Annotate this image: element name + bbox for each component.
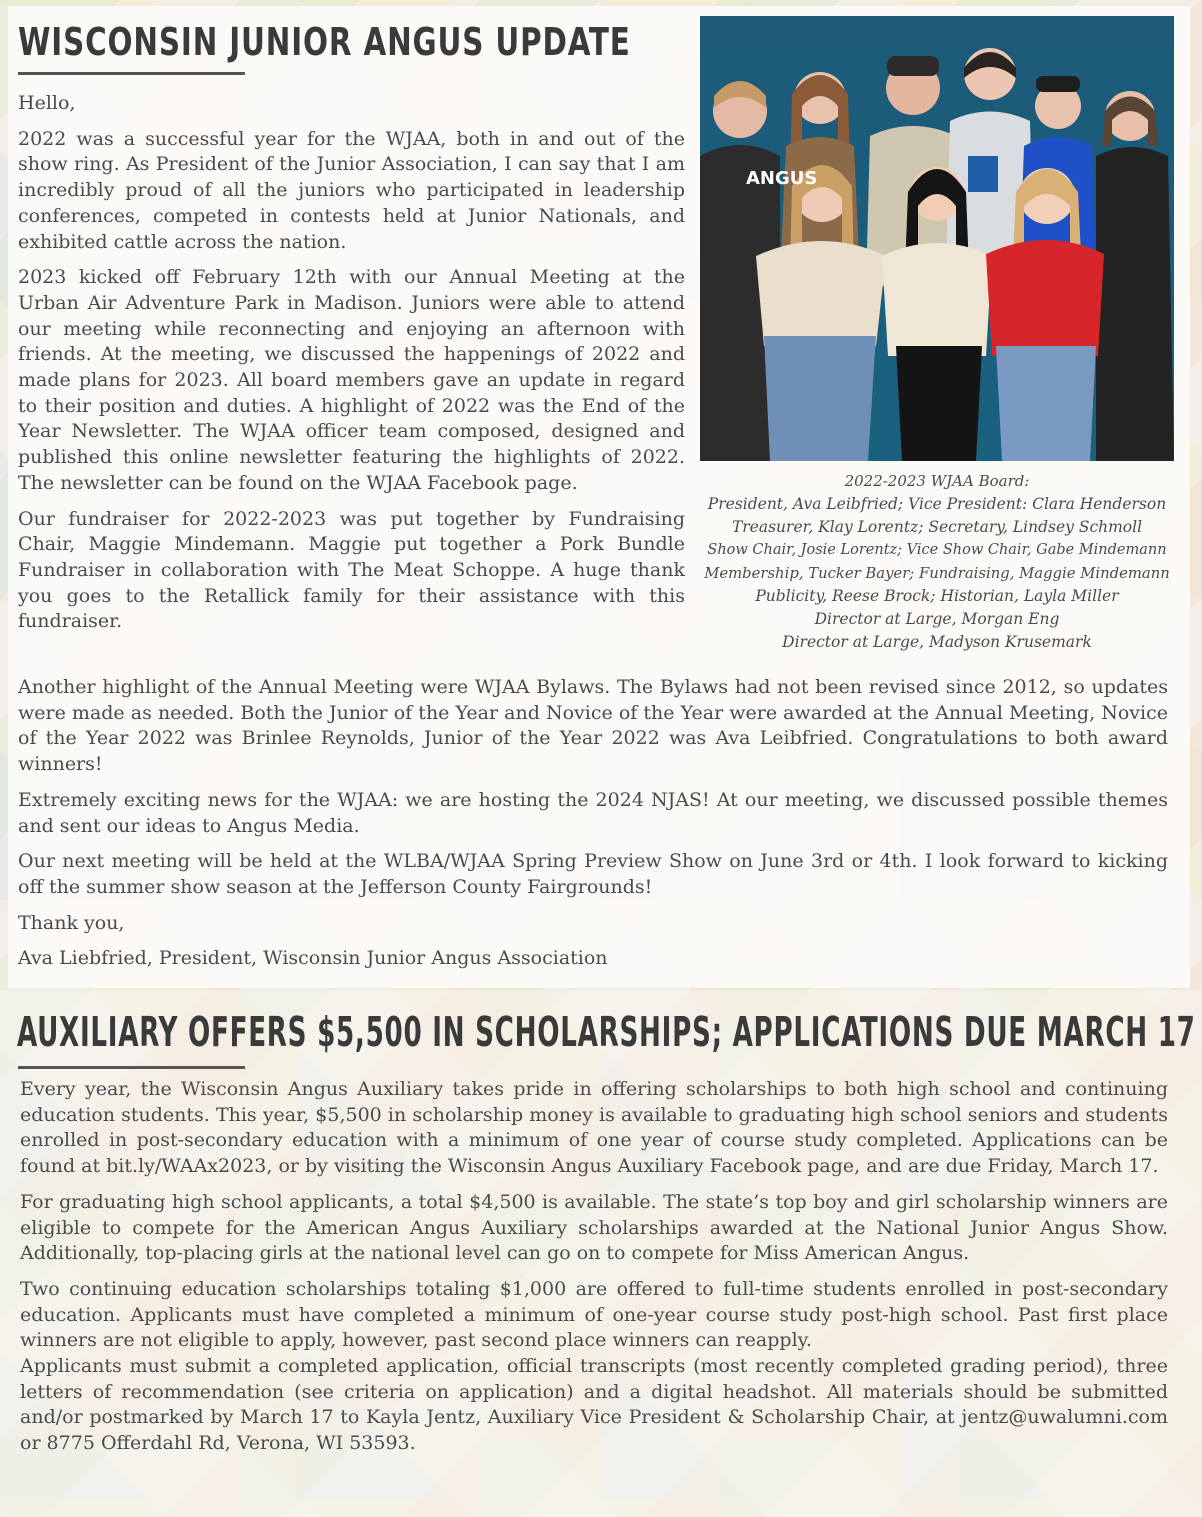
signature: Ava Liebfried, President, Wisconsin Junior Angus Association <box>18 947 608 970</box>
paragraph: Extremely exciting news for the WJAA: we are hosting the 2024 NJAS! At our meeting, we discussed possible themes and sent our ideas to Angus Media. <box>18 788 1168 837</box>
title-underline <box>18 1066 245 1069</box>
paragraph: Every year, the Wisconsin Angus Auxiliary takes pride in offering scholarships to both high school and continuing education students. This year, $5,500 in scholarship money is available to graduating high school seniors and students enrolled in post-secondary education with a minimum of one year of course study completed. Applications can be found at bit.ly/WAAx2023, or by visiting the Wisconsin Angus Auxiliary Facebook page, and are due Friday, March 17. <box>20 1078 1168 1178</box>
caption-line: Membership, Tucker Bayer; Fundraising, Maggie Mindemann <box>704 565 1170 582</box>
caption-line: President, Ava Leibfried; Vice President: Clara Henderson <box>707 495 1167 513</box>
paragraph: For graduating high school applicants, a total $4,500 is available. The state’s top boy and girl scholarship winners are eligible to compete for the American Angus Auxiliary scholarships awarded at the National Junior Angus Show. Additionally, top-placing girls at the national level can go on to compete for Miss American Angus. <box>20 1190 1168 1265</box>
title-underline <box>18 72 245 75</box>
paragraph: Our next meeting will be held at the WLBA/WJAA Spring Preview Show on June 3rd or 4th. I look forward to kicking off the summer show season at the Jefferson County Fairgrounds! <box>18 850 1168 898</box>
article-full-column <box>18 675 1168 972</box>
greeting: Hello, <box>18 92 76 114</box>
caption-heading: 2022-2023 WJAA Board: <box>844 472 1030 490</box>
caption-line: Director at Large, Madyson Krusemark <box>782 633 1092 651</box>
caption-line: Treasurer, Klay Lorentz; Secretary, Lindsey Schmoll <box>731 518 1143 536</box>
photo-caption <box>700 470 1174 654</box>
paragraph: Our fundraiser for 2022-2023 was put together by Fundraising Chair, Maggie Mindemann. Maggie put together a Pork Bundle Fundraiser in collaboration with The Meat Schoppe. A huge thank you goes to the Retallick family for their assistance with this fundraiser. <box>18 507 685 633</box>
photo-shirt-text: ANGUS <box>746 168 818 189</box>
paragraph: Another highlight of the Annual Meeting were WJAA Bylaws. The Bylaws had not been revised since 2012, so updates were made as needed. Both the Junior of the Year and Novice of the Year were awarded at the Annual Meeting, Novice of the Year 2022 was Brinlee Reynolds, Junior of the Year 2022 was Ava Leibfried. Congratulations to both award winners! <box>18 676 1168 776</box>
caption-line: Show Chair, Josie Lorentz; Vice Show Chair, Gabe Mindemann <box>707 542 1167 558</box>
paragraph: 2023 kicked off February 12th with our Annual Meeting at the Urban Air Adventure Park in Madison. Juniors were able to attend our meeting while reconnecting and enjoying an afternoon with friends. At the meeting, we discussed the happenings of 2022 and made plans for 2023. All board members gave an update in regard to their position and duties. A highlight of 2022 was the End of the Year Newsletter. The WJAA officer team composed, designed and published this online newsletter featuring the highlights of 2022. The newsletter can be found on the WJAA Facebook page. <box>18 266 685 494</box>
scholarship-title: AUXILIARY OFFERS $5,500 IN SCHOLARSHIPS; APPLICATIONS DUE MARCH 17 <box>17 1008 1196 1056</box>
board-photo-illustration <box>700 16 1174 461</box>
caption-line: Director at Large, Morgan Eng <box>814 610 1060 628</box>
caption-line: Publicity, Reese Brock; Historian, Layla Miller <box>755 587 1119 605</box>
article-left-column <box>18 91 685 635</box>
front-row-people <box>756 165 1104 461</box>
board-group-photo <box>700 16 1174 461</box>
closing: Thank you, <box>18 911 125 934</box>
paragraph: Applicants must submit a completed application, official transcripts (most recently completed grading period), three letters of recommendation (see criteria on application) and a digital headshot. All materials should be submitted and/or postmarked by March 17 to Kayla Jentz, Auxiliary Vice President & Scholarship Chair, at jentz@uwalumni.com or 8775 Offerdahl Rd, Verona, WI 53593. <box>20 1355 1168 1455</box>
paragraph: Two continuing education scholarships totaling $1,000 are offered to full-time students enrolled in post-secondary education. Applicants must have completed a minimum of one-year course study post-high school. Past first place winners are not eligible to apply, however, past second place winners can reapply. <box>20 1277 1168 1352</box>
scholarship-body <box>20 1077 1168 1457</box>
paragraph: 2022 was a successful year for the WJAA, both in and out of the show ring. As President of the Junior Association, I can say that I am incredibly proud of all the juniors who participated in leadership conferences, competed in contests held at Junior Nationals, and exhibited cattle across the nation. <box>18 127 685 253</box>
article-title: WISCONSIN JUNIOR ANGUS UPDATE <box>18 20 631 64</box>
